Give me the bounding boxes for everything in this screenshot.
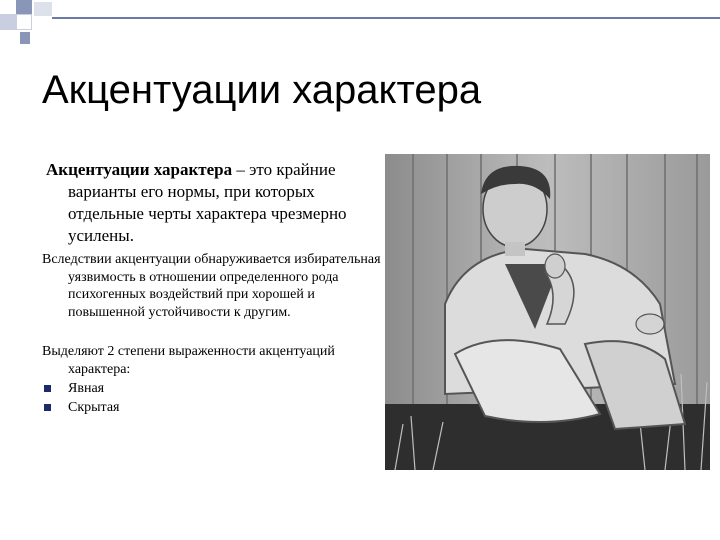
definition-term: Акцентуации характера bbox=[46, 160, 233, 179]
photo-illustration bbox=[385, 154, 710, 470]
definition-paragraph bbox=[42, 159, 382, 247]
corner-square-2 bbox=[0, 14, 16, 30]
list-item: Скрытая bbox=[42, 398, 382, 417]
list-item: Явная bbox=[42, 379, 382, 398]
degrees-paragraph bbox=[42, 343, 382, 378]
degrees-line-2: характера: bbox=[68, 361, 131, 377]
square-bullet-icon bbox=[44, 404, 51, 411]
boy-sitting-photo bbox=[385, 154, 710, 470]
header-rule bbox=[52, 17, 720, 19]
corner-square-3 bbox=[16, 14, 32, 30]
slide-title: Акцентуации характера bbox=[42, 68, 482, 112]
degrees-list bbox=[42, 379, 382, 417]
definition-text: – это крайние варианты его нормы, при которых отдельные черты характера чрезмерно усилены. bbox=[68, 160, 347, 245]
corner-square-5 bbox=[20, 32, 30, 44]
degrees-line-1: Выделяют 2 степени выраженности акцентуаций bbox=[42, 344, 335, 359]
slide-body bbox=[42, 159, 382, 417]
corner-square-1 bbox=[16, 0, 32, 14]
corner-square-4 bbox=[34, 2, 52, 16]
vulnerability-paragraph: Вследствии акцентуации обнаруживается избирательная уязвимость в отношении определенного рода психогенных воздействий при хорошей и повышенной устойчивости к другим. bbox=[42, 252, 381, 320]
square-bullet-icon bbox=[44, 385, 51, 392]
